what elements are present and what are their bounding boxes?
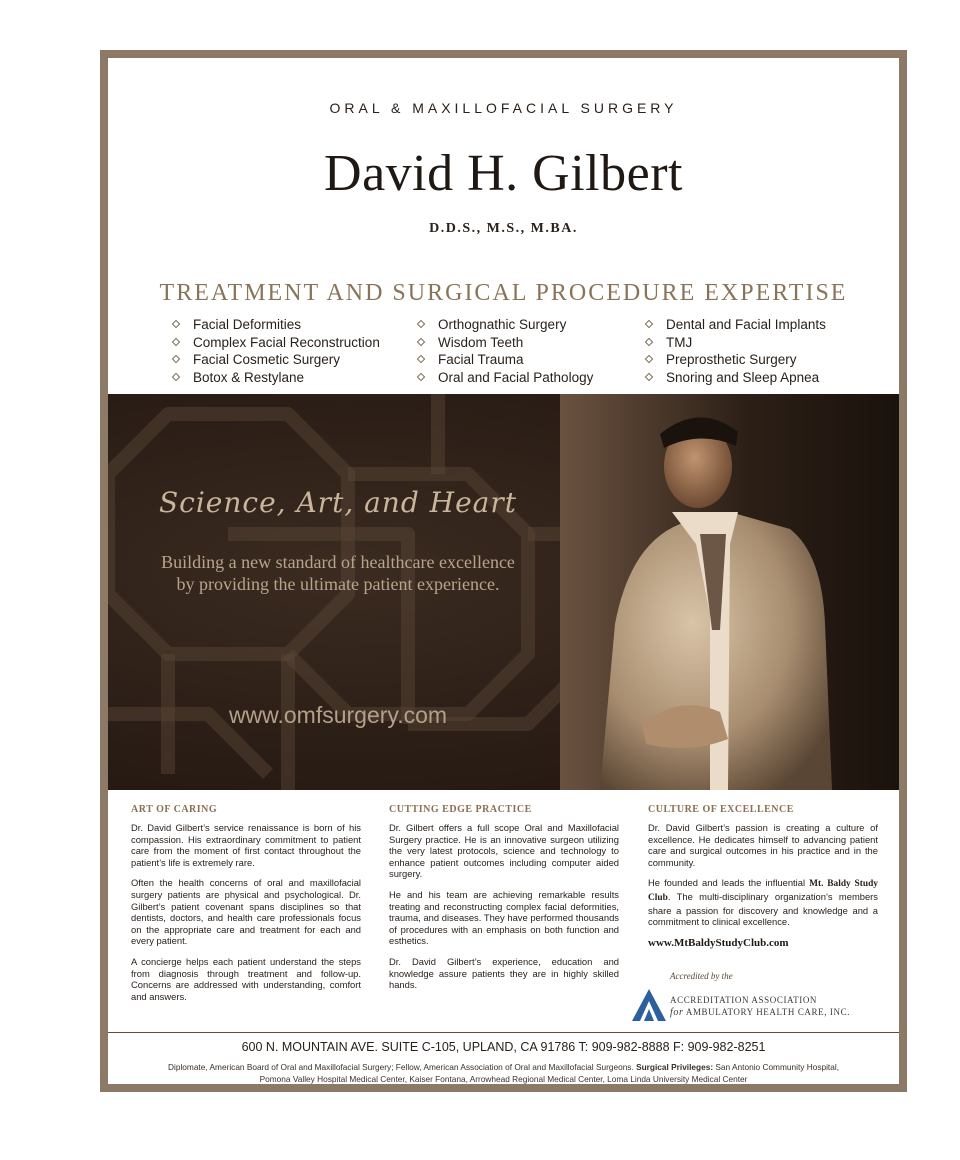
expertise-list — [172, 316, 852, 396]
diamond-bullet-icon — [172, 373, 180, 381]
section-paragraph: Dr. David Gilbert’s experience, education and knowledge assure patients they are in highly skilled hands. — [389, 955, 619, 991]
expertise-title: TREATMENT AND SURGICAL PROCEDURE EXPERTISE — [159, 280, 848, 306]
diamond-bullet-icon — [645, 320, 653, 328]
hero-subline-2: by providing the ultimate patient experience. — [176, 574, 500, 594]
study-club-name: Mt. Baldy Study Club — [648, 879, 878, 903]
section-title: CUTTING EDGE PRACTICE — [389, 804, 532, 815]
list-item: Preprosthetic Surgery — [645, 351, 826, 369]
diamond-bullet-icon — [172, 337, 180, 345]
diamond-bullet-icon — [417, 355, 425, 363]
diamond-bullet-icon — [417, 337, 425, 345]
section-paragraph: Dr. Gilbert offers a full scope Oral and Maxillofacial Surgery practice. He is an innovative surgeon utilizing the very latest protocols, science and technology to enhance patient outcomes including computer aided surgery. — [389, 822, 619, 880]
section-paragraph: He and his team are achieving remarkable results treating and reconstructing complex facial deformities, trauma, and diseases. They have performed thousands of procedures with an emphasis on both function and esthetics. — [389, 888, 619, 947]
list-item: Oral and Facial Pathology — [417, 369, 593, 387]
list-item: Facial Cosmetic Surgery — [172, 351, 380, 369]
section-paragraph: He founded and leads the influential Mt. Baldy Study Club. The multi-disciplinary organization’s members share a passion for discovery and knowledge and a commitment to clinical excellence. — [648, 877, 878, 928]
diamond-bullet-icon — [172, 320, 180, 328]
diamond-bullet-icon — [417, 320, 425, 328]
diamond-bullet-icon — [645, 355, 653, 363]
list-item: Dental and Facial Implants — [645, 316, 826, 334]
list-item: Snoring and Sleep Apnea — [645, 369, 826, 387]
section-cutting-edge-practice — [389, 804, 619, 1000]
section-paragraph: A concierge helps each patient understand the steps from diagnosis through treatment and follow-up. Concerns are addressed with understanding, comfort and answers. — [131, 955, 361, 1002]
page-frame — [100, 50, 907, 1092]
doctor-name: David H. Gilbert — [324, 145, 683, 202]
list-item: TMJ — [645, 334, 826, 352]
section-paragraph: Dr. David Gilbert’s passion is creating a culture of excellence. He dedicates himself to advancing patient care and surgical outcomes in his practice and in the community. — [648, 822, 878, 868]
doctor-portrait-icon — [560, 394, 899, 790]
diamond-bullet-icon — [645, 337, 653, 345]
study-club-link[interactable]: www.MtBaldyStudyClub.com — [648, 936, 789, 949]
practice-address: 600 N. MOUNTAIN AVE. SUITE C-105, UPLAND, CA 91786 T: 909-982-8888 F: 909-982-8251 — [241, 1040, 766, 1054]
doctor-photo — [560, 394, 899, 790]
list-item: Facial Deformities — [172, 316, 380, 334]
section-paragraph: Dr. David Gilbert’s service renaissance is born of his compassion. His extraordinary commitment to patient care from the moment of first contact throughout the patient’s life is extremely rare. — [131, 822, 361, 868]
hero-subline-1: Building a new standard of healthcare excellence — [161, 552, 515, 572]
hero-banner — [108, 394, 899, 790]
diamond-bullet-icon — [172, 355, 180, 363]
diamond-bullet-icon — [417, 373, 425, 381]
section-art-of-caring — [131, 804, 361, 1011]
website-link[interactable]: www.omfsurgery.com — [228, 702, 448, 728]
doctor-degrees: D.D.S., M.S., M.BA. — [429, 221, 578, 236]
section-paragraph: Often the health concerns of oral and maxillofacial surgery patients are physical and psychological. Dr. Gilbert’s patient covenant spans disciplines so that dentists, doctors, and health care professionals focus on the appropriate care and treatment for each and every patient. — [131, 877, 361, 947]
section-title: CULTURE OF EXCELLENCE — [648, 804, 794, 815]
expertise-column-3 — [645, 316, 826, 387]
accreditation-name-line-2: for AMBULATORY HEALTH CARE, INC. — [670, 1007, 851, 1018]
expertise-column-1 — [172, 316, 380, 387]
expertise-column-2 — [417, 316, 593, 387]
list-item: Orthognathic Surgery — [417, 316, 593, 334]
list-item: Botox & Restylane — [172, 369, 380, 387]
diamond-bullet-icon — [645, 373, 653, 381]
list-item: Complex Facial Reconstruction — [172, 334, 380, 352]
list-item: Facial Trauma — [417, 351, 593, 369]
section-culture-of-excellence — [648, 804, 878, 949]
hero-tagline: Science, Art, and Heart — [158, 486, 517, 519]
triangle-logo-icon — [630, 987, 668, 1023]
accredited-by-label: Accredited by the — [670, 971, 733, 981]
specialty-heading: ORAL & MAXILLOFACIAL SURGERY — [329, 100, 678, 116]
list-item: Wisdom Teeth — [417, 334, 593, 352]
accreditation-badge — [630, 971, 880, 1026]
credentials-line-1: Diplomate, American Board of Oral and Maxillofacial Surgery; Fellow, American Association of Oral and Maxillofacial Surgeons. Surgical Privileges: San Antonio Community Hospital, — [168, 1062, 839, 1072]
credentials-line-2: Pomona Valley Hospital Medical Center, Kaiser Fontana, Arrowhead Regional Medical Center, Loma Linda University Medical Center — [259, 1074, 748, 1084]
accreditation-name-line-1: ACCREDITATION ASSOCIATION — [670, 995, 818, 1005]
footer-divider — [108, 1032, 899, 1033]
section-title: ART OF CARING — [131, 804, 218, 815]
